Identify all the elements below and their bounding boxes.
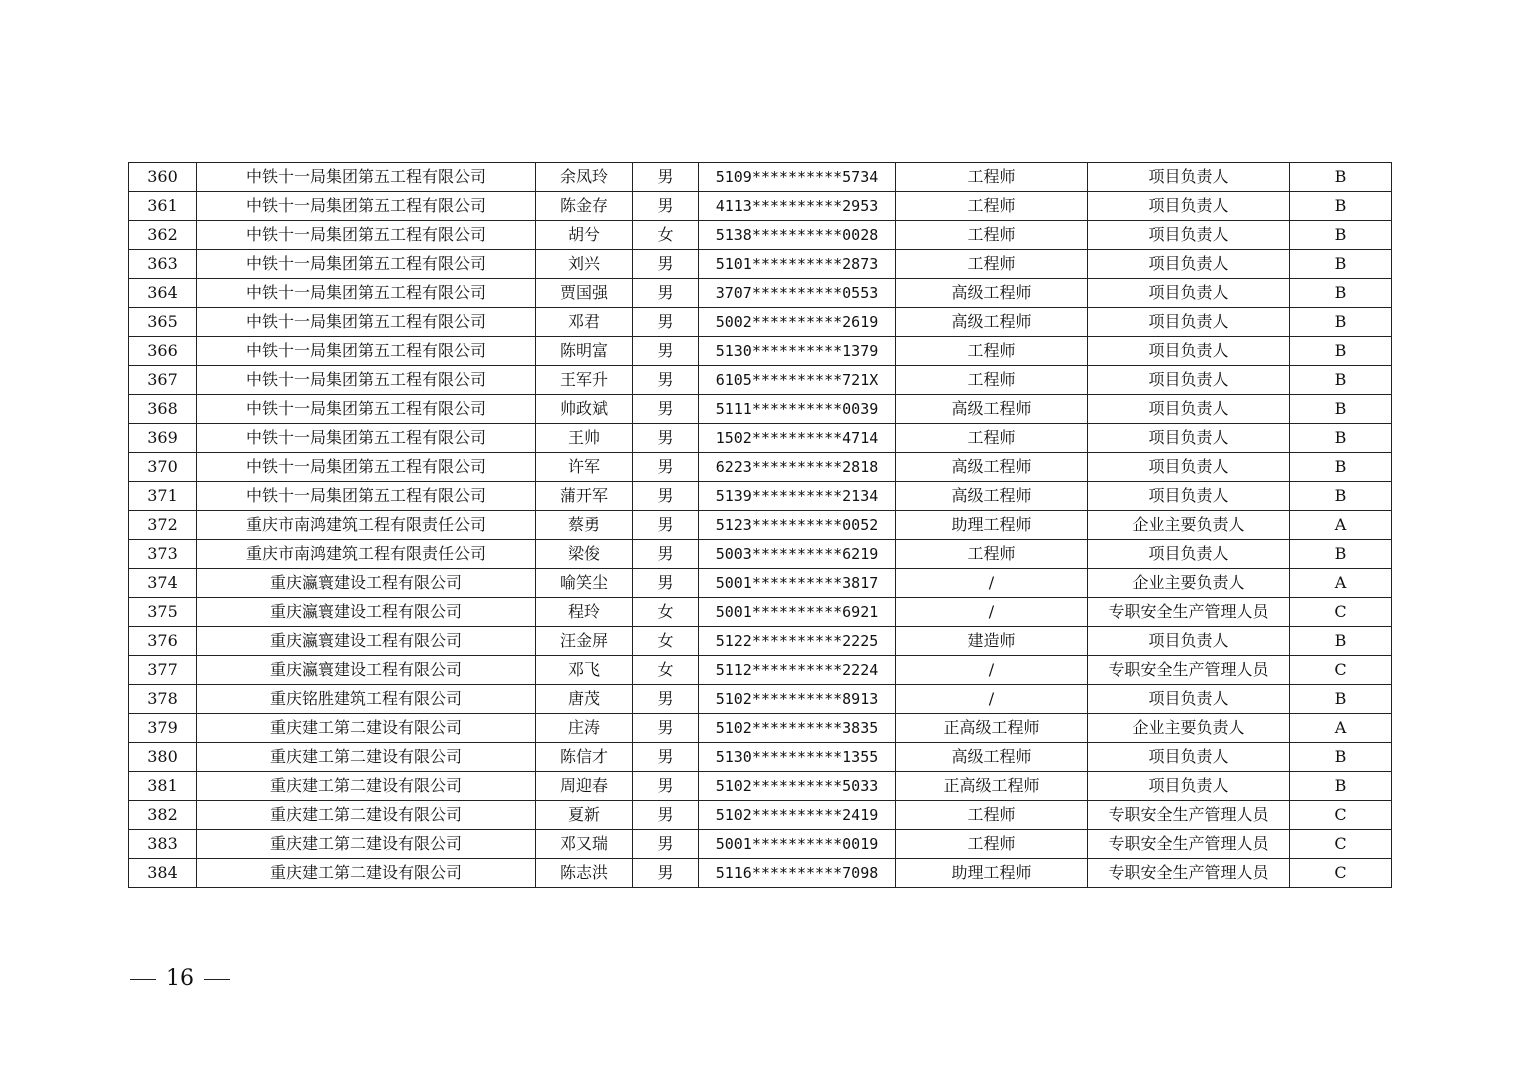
cell-position: 项目负责人 xyxy=(1088,743,1290,772)
table-row xyxy=(129,250,1392,279)
cell-name: 陈明富 xyxy=(536,337,633,366)
cell-name: 陈金存 xyxy=(536,192,633,221)
cell-name: 贾国强 xyxy=(536,279,633,308)
cell-company: 中铁十一局集团第五工程有限公司 xyxy=(197,482,536,511)
cell-serial: 372 xyxy=(129,511,197,540)
cell-id-number: 6105**********721X xyxy=(699,366,896,395)
cell-title: 工程师 xyxy=(896,830,1088,859)
table-row xyxy=(129,772,1392,801)
cell-title: 工程师 xyxy=(896,337,1088,366)
cell-title: 高级工程师 xyxy=(896,308,1088,337)
cell-company: 中铁十一局集团第五工程有限公司 xyxy=(197,395,536,424)
cell-company: 重庆建工第二建设有限公司 xyxy=(197,801,536,830)
cell-category: B xyxy=(1290,424,1392,453)
cell-company: 重庆瀛寰建设工程有限公司 xyxy=(197,627,536,656)
cell-category: B xyxy=(1290,279,1392,308)
cell-serial: 382 xyxy=(129,801,197,830)
cell-company: 重庆建工第二建设有限公司 xyxy=(197,714,536,743)
cell-gender: 男 xyxy=(633,511,699,540)
cell-position: 项目负责人 xyxy=(1088,482,1290,511)
table-row xyxy=(129,337,1392,366)
cell-company: 中铁十一局集团第五工程有限公司 xyxy=(197,366,536,395)
cell-serial: 379 xyxy=(129,714,197,743)
personnel-table xyxy=(128,162,1392,888)
cell-title: 高级工程师 xyxy=(896,279,1088,308)
table-row xyxy=(129,192,1392,221)
cell-gender: 男 xyxy=(633,337,699,366)
cell-category: B xyxy=(1290,627,1392,656)
page-footer xyxy=(130,962,230,996)
table-row xyxy=(129,598,1392,627)
cell-name: 刘兴 xyxy=(536,250,633,279)
cell-name: 帅政斌 xyxy=(536,395,633,424)
cell-id-number: 1502**********4714 xyxy=(699,424,896,453)
cell-serial: 369 xyxy=(129,424,197,453)
table-row xyxy=(129,511,1392,540)
cell-name: 周迎春 xyxy=(536,772,633,801)
cell-category: B xyxy=(1290,395,1392,424)
cell-name: 程玲 xyxy=(536,598,633,627)
cell-gender: 男 xyxy=(633,685,699,714)
cell-position: 企业主要负责人 xyxy=(1088,569,1290,598)
cell-company: 重庆铭胜建筑工程有限公司 xyxy=(197,685,536,714)
cell-category: B xyxy=(1290,482,1392,511)
cell-id-number: 5001**********3817 xyxy=(699,569,896,598)
table-row xyxy=(129,569,1392,598)
cell-category: C xyxy=(1290,656,1392,685)
cell-title: 正高级工程师 xyxy=(896,772,1088,801)
cell-position: 项目负责人 xyxy=(1088,453,1290,482)
cell-gender: 男 xyxy=(633,453,699,482)
cell-company: 中铁十一局集团第五工程有限公司 xyxy=(197,221,536,250)
cell-company: 中铁十一局集团第五工程有限公司 xyxy=(197,192,536,221)
cell-gender: 男 xyxy=(633,482,699,511)
cell-id-number: 5130**********1379 xyxy=(699,337,896,366)
cell-title: 高级工程师 xyxy=(896,743,1088,772)
cell-gender: 女 xyxy=(633,221,699,250)
cell-category: C xyxy=(1290,598,1392,627)
cell-company: 重庆市南鸿建筑工程有限责任公司 xyxy=(197,540,536,569)
cell-title: / xyxy=(896,598,1088,627)
cell-gender: 男 xyxy=(633,366,699,395)
cell-category: B xyxy=(1290,221,1392,250)
cell-id-number: 5001**********6921 xyxy=(699,598,896,627)
cell-company: 重庆建工第二建设有限公司 xyxy=(197,830,536,859)
cell-name: 王帅 xyxy=(536,424,633,453)
cell-position: 专职安全生产管理人员 xyxy=(1088,801,1290,830)
cell-position: 项目负责人 xyxy=(1088,221,1290,250)
cell-position: 专职安全生产管理人员 xyxy=(1088,656,1290,685)
cell-id-number: 5109**********5734 xyxy=(699,163,896,192)
cell-title: 工程师 xyxy=(896,163,1088,192)
table-row xyxy=(129,859,1392,888)
cell-title: / xyxy=(896,656,1088,685)
cell-category: C xyxy=(1290,859,1392,888)
cell-serial: 375 xyxy=(129,598,197,627)
cell-id-number: 5102**********2419 xyxy=(699,801,896,830)
cell-serial: 383 xyxy=(129,830,197,859)
cell-id-number: 5102**********3835 xyxy=(699,714,896,743)
cell-gender: 男 xyxy=(633,859,699,888)
cell-position: 项目负责人 xyxy=(1088,540,1290,569)
cell-id-number: 5130**********1355 xyxy=(699,743,896,772)
table-row xyxy=(129,627,1392,656)
cell-serial: 370 xyxy=(129,453,197,482)
cell-name: 蔡勇 xyxy=(536,511,633,540)
page-number: 16 xyxy=(166,966,194,991)
table-row xyxy=(129,714,1392,743)
cell-company: 中铁十一局集团第五工程有限公司 xyxy=(197,163,536,192)
cell-gender: 男 xyxy=(633,308,699,337)
cell-position: 项目负责人 xyxy=(1088,685,1290,714)
table-row xyxy=(129,830,1392,859)
cell-id-number: 3707**********0553 xyxy=(699,279,896,308)
cell-gender: 男 xyxy=(633,250,699,279)
cell-id-number: 5101**********2873 xyxy=(699,250,896,279)
cell-name: 梁俊 xyxy=(536,540,633,569)
cell-serial: 376 xyxy=(129,627,197,656)
cell-position: 项目负责人 xyxy=(1088,250,1290,279)
cell-gender: 男 xyxy=(633,772,699,801)
cell-category: B xyxy=(1290,540,1392,569)
cell-id-number: 5111**********0039 xyxy=(699,395,896,424)
table-row xyxy=(129,453,1392,482)
cell-position: 专职安全生产管理人员 xyxy=(1088,598,1290,627)
table-row xyxy=(129,656,1392,685)
cell-gender: 男 xyxy=(633,801,699,830)
cell-category: B xyxy=(1290,772,1392,801)
cell-serial: 365 xyxy=(129,308,197,337)
cell-position: 项目负责人 xyxy=(1088,308,1290,337)
cell-position: 项目负责人 xyxy=(1088,366,1290,395)
cell-title: / xyxy=(896,685,1088,714)
cell-serial: 367 xyxy=(129,366,197,395)
cell-position: 项目负责人 xyxy=(1088,424,1290,453)
cell-id-number: 5122**********2225 xyxy=(699,627,896,656)
cell-company: 重庆瀛寰建设工程有限公司 xyxy=(197,598,536,627)
cell-gender: 男 xyxy=(633,540,699,569)
cell-title: 工程师 xyxy=(896,540,1088,569)
cell-gender: 男 xyxy=(633,424,699,453)
cell-category: B xyxy=(1290,250,1392,279)
cell-id-number: 5002**********2619 xyxy=(699,308,896,337)
cell-serial: 363 xyxy=(129,250,197,279)
cell-serial: 373 xyxy=(129,540,197,569)
cell-name: 陈志洪 xyxy=(536,859,633,888)
cell-name: 王军升 xyxy=(536,366,633,395)
table-row xyxy=(129,366,1392,395)
cell-name: 许军 xyxy=(536,453,633,482)
cell-position: 项目负责人 xyxy=(1088,279,1290,308)
cell-id-number: 5116**********7098 xyxy=(699,859,896,888)
cell-gender: 男 xyxy=(633,279,699,308)
cell-category: B xyxy=(1290,743,1392,772)
cell-company: 中铁十一局集团第五工程有限公司 xyxy=(197,308,536,337)
cell-category: C xyxy=(1290,801,1392,830)
cell-serial: 378 xyxy=(129,685,197,714)
cell-gender: 男 xyxy=(633,163,699,192)
cell-gender: 女 xyxy=(633,598,699,627)
cell-title: 助理工程师 xyxy=(896,511,1088,540)
cell-gender: 女 xyxy=(633,627,699,656)
table-row xyxy=(129,424,1392,453)
cell-serial: 360 xyxy=(129,163,197,192)
cell-serial: 364 xyxy=(129,279,197,308)
cell-title: 工程师 xyxy=(896,221,1088,250)
cell-id-number: 5139**********2134 xyxy=(699,482,896,511)
cell-title: 助理工程师 xyxy=(896,859,1088,888)
cell-title: 高级工程师 xyxy=(896,395,1088,424)
footer-dash-right xyxy=(204,979,230,980)
cell-category: A xyxy=(1290,714,1392,743)
cell-position: 专职安全生产管理人员 xyxy=(1088,830,1290,859)
cell-id-number: 4113**********2953 xyxy=(699,192,896,221)
cell-name: 邓君 xyxy=(536,308,633,337)
cell-gender: 男 xyxy=(633,830,699,859)
cell-id-number: 6223**********2818 xyxy=(699,453,896,482)
cell-title: 正高级工程师 xyxy=(896,714,1088,743)
cell-category: A xyxy=(1290,569,1392,598)
cell-position: 项目负责人 xyxy=(1088,192,1290,221)
cell-company: 重庆市南鸿建筑工程有限责任公司 xyxy=(197,511,536,540)
cell-position: 项目负责人 xyxy=(1088,163,1290,192)
cell-gender: 女 xyxy=(633,656,699,685)
cell-gender: 男 xyxy=(633,569,699,598)
cell-category: B xyxy=(1290,163,1392,192)
cell-id-number: 5003**********6219 xyxy=(699,540,896,569)
cell-title: 高级工程师 xyxy=(896,482,1088,511)
cell-name: 邓又瑞 xyxy=(536,830,633,859)
cell-serial: 377 xyxy=(129,656,197,685)
cell-position: 专职安全生产管理人员 xyxy=(1088,859,1290,888)
table-row xyxy=(129,685,1392,714)
cell-category: B xyxy=(1290,337,1392,366)
cell-title: 工程师 xyxy=(896,250,1088,279)
cell-id-number: 5123**********0052 xyxy=(699,511,896,540)
cell-position: 企业主要负责人 xyxy=(1088,714,1290,743)
cell-company: 重庆瀛寰建设工程有限公司 xyxy=(197,656,536,685)
cell-id-number: 5102**********5033 xyxy=(699,772,896,801)
cell-title: 工程师 xyxy=(896,366,1088,395)
cell-category: B xyxy=(1290,453,1392,482)
cell-category: B xyxy=(1290,366,1392,395)
cell-name: 喻笑尘 xyxy=(536,569,633,598)
cell-category: A xyxy=(1290,511,1392,540)
cell-serial: 362 xyxy=(129,221,197,250)
table-row xyxy=(129,279,1392,308)
cell-category: B xyxy=(1290,685,1392,714)
cell-gender: 男 xyxy=(633,714,699,743)
cell-title: 工程师 xyxy=(896,801,1088,830)
cell-name: 蒲开军 xyxy=(536,482,633,511)
table-row xyxy=(129,540,1392,569)
table-row xyxy=(129,801,1392,830)
cell-company: 重庆建工第二建设有限公司 xyxy=(197,772,536,801)
table-row xyxy=(129,221,1392,250)
cell-position: 项目负责人 xyxy=(1088,395,1290,424)
cell-gender: 男 xyxy=(633,395,699,424)
cell-title: 高级工程师 xyxy=(896,453,1088,482)
cell-position: 项目负责人 xyxy=(1088,627,1290,656)
cell-category: B xyxy=(1290,308,1392,337)
cell-title: 工程师 xyxy=(896,192,1088,221)
cell-serial: 381 xyxy=(129,772,197,801)
cell-serial: 384 xyxy=(129,859,197,888)
cell-id-number: 5138**********0028 xyxy=(699,221,896,250)
cell-serial: 371 xyxy=(129,482,197,511)
cell-name: 胡兮 xyxy=(536,221,633,250)
table-body xyxy=(129,163,1392,888)
cell-id-number: 5112**********2224 xyxy=(699,656,896,685)
cell-name: 夏新 xyxy=(536,801,633,830)
cell-serial: 361 xyxy=(129,192,197,221)
cell-category: C xyxy=(1290,830,1392,859)
cell-id-number: 5102**********8913 xyxy=(699,685,896,714)
cell-gender: 男 xyxy=(633,743,699,772)
cell-gender: 男 xyxy=(633,192,699,221)
cell-category: B xyxy=(1290,192,1392,221)
table-row xyxy=(129,743,1392,772)
cell-company: 中铁十一局集团第五工程有限公司 xyxy=(197,250,536,279)
cell-position: 项目负责人 xyxy=(1088,337,1290,366)
cell-title: 建造师 xyxy=(896,627,1088,656)
cell-title: / xyxy=(896,569,1088,598)
cell-title: 工程师 xyxy=(896,424,1088,453)
table-row xyxy=(129,395,1392,424)
cell-serial: 366 xyxy=(129,337,197,366)
cell-company: 中铁十一局集团第五工程有限公司 xyxy=(197,424,536,453)
cell-company: 重庆建工第二建设有限公司 xyxy=(197,859,536,888)
cell-company: 重庆瀛寰建设工程有限公司 xyxy=(197,569,536,598)
cell-company: 中铁十一局集团第五工程有限公司 xyxy=(197,453,536,482)
cell-company: 中铁十一局集团第五工程有限公司 xyxy=(197,337,536,366)
cell-serial: 374 xyxy=(129,569,197,598)
cell-name: 余凤玲 xyxy=(536,163,633,192)
cell-serial: 380 xyxy=(129,743,197,772)
cell-name: 邓飞 xyxy=(536,656,633,685)
cell-position: 项目负责人 xyxy=(1088,772,1290,801)
cell-serial: 368 xyxy=(129,395,197,424)
cell-name: 陈信才 xyxy=(536,743,633,772)
cell-id-number: 5001**********0019 xyxy=(699,830,896,859)
cell-name: 汪金屏 xyxy=(536,627,633,656)
cell-name: 庄涛 xyxy=(536,714,633,743)
cell-company: 重庆建工第二建设有限公司 xyxy=(197,743,536,772)
cell-name: 唐茂 xyxy=(536,685,633,714)
table-row xyxy=(129,482,1392,511)
footer-dash-left xyxy=(130,979,156,980)
cell-company: 中铁十一局集团第五工程有限公司 xyxy=(197,279,536,308)
table-row xyxy=(129,163,1392,192)
table-row xyxy=(129,308,1392,337)
cell-position: 企业主要负责人 xyxy=(1088,511,1290,540)
